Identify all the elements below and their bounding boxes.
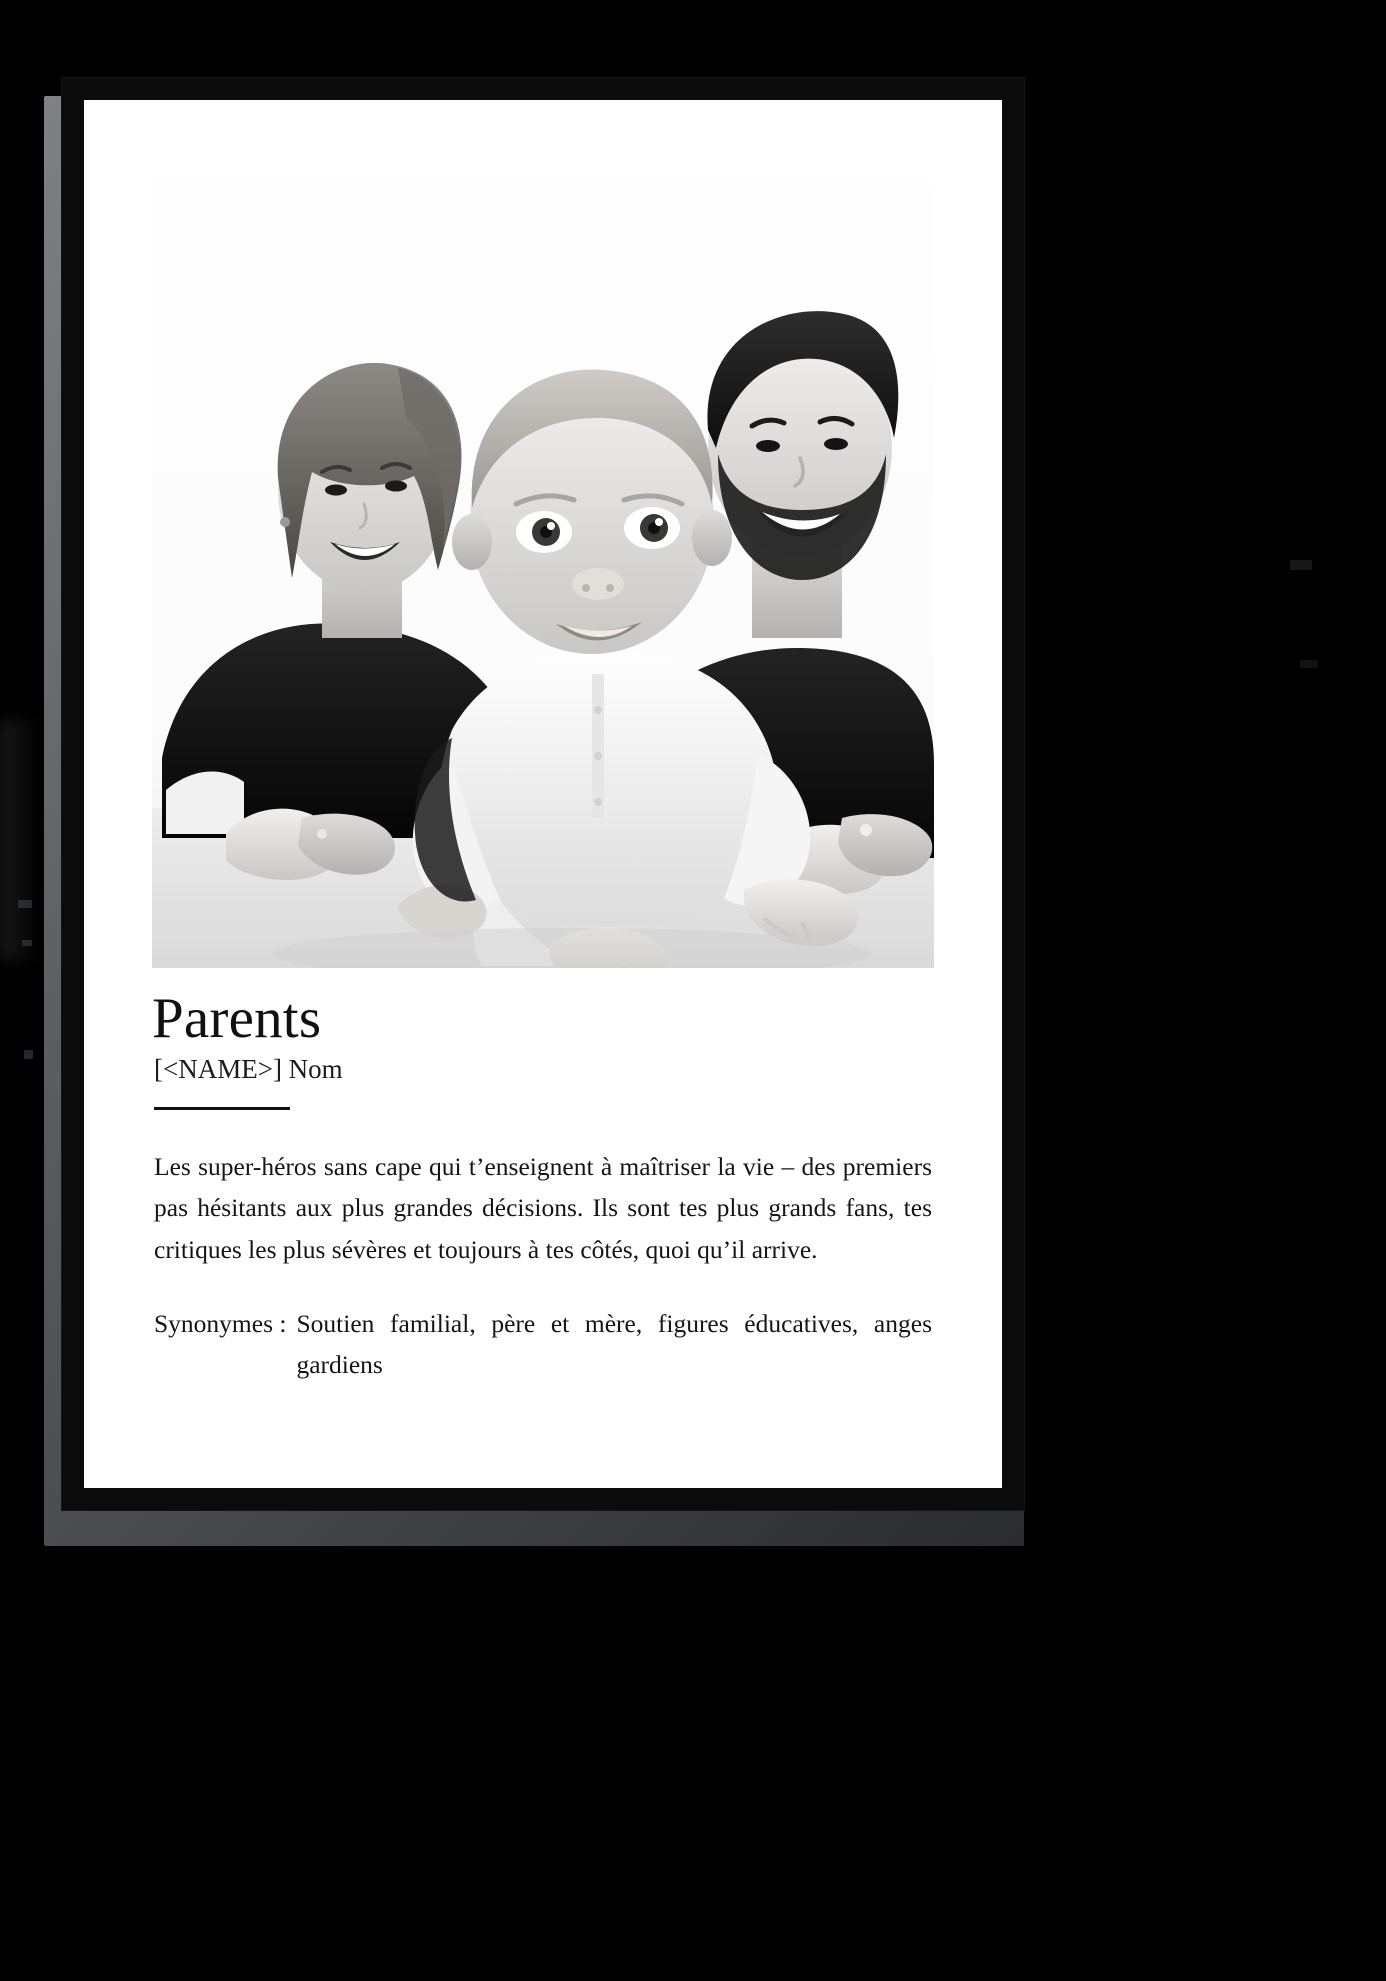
background-speck (24, 1050, 33, 1059)
background-glow (0, 720, 40, 960)
background-speck (18, 900, 32, 908)
synonyms-label: Synonymes : (154, 1309, 287, 1339)
background-speck (1290, 560, 1312, 570)
frame-mat (84, 100, 1002, 1488)
poster-title: Parents (152, 987, 322, 1050)
family-photo (152, 118, 934, 968)
poster-artwork (84, 100, 1002, 1488)
synonyms-values: Soutien familial, père et mère, figures éducatives, anges gardiens (296, 1309, 932, 1379)
poster-subtitle: [<NAME>] Nom (154, 1054, 343, 1085)
divider-rule (154, 1107, 290, 1110)
picture-frame (62, 78, 1024, 1510)
poster-synonyms (154, 1304, 932, 1426)
background-speck (1300, 660, 1318, 668)
poster-text-block (152, 987, 942, 1426)
background-speck (22, 940, 32, 946)
poster-definition: Les super-héros sans cape qui t’enseignent à maîtriser la vie – des premiers pas hésitants aux plus grandes décisions. Ils sont tes plus grands fans, tes critiques les plus sévères et toujours à tes côtés, quoi qu’il arrive. (154, 1152, 932, 1264)
